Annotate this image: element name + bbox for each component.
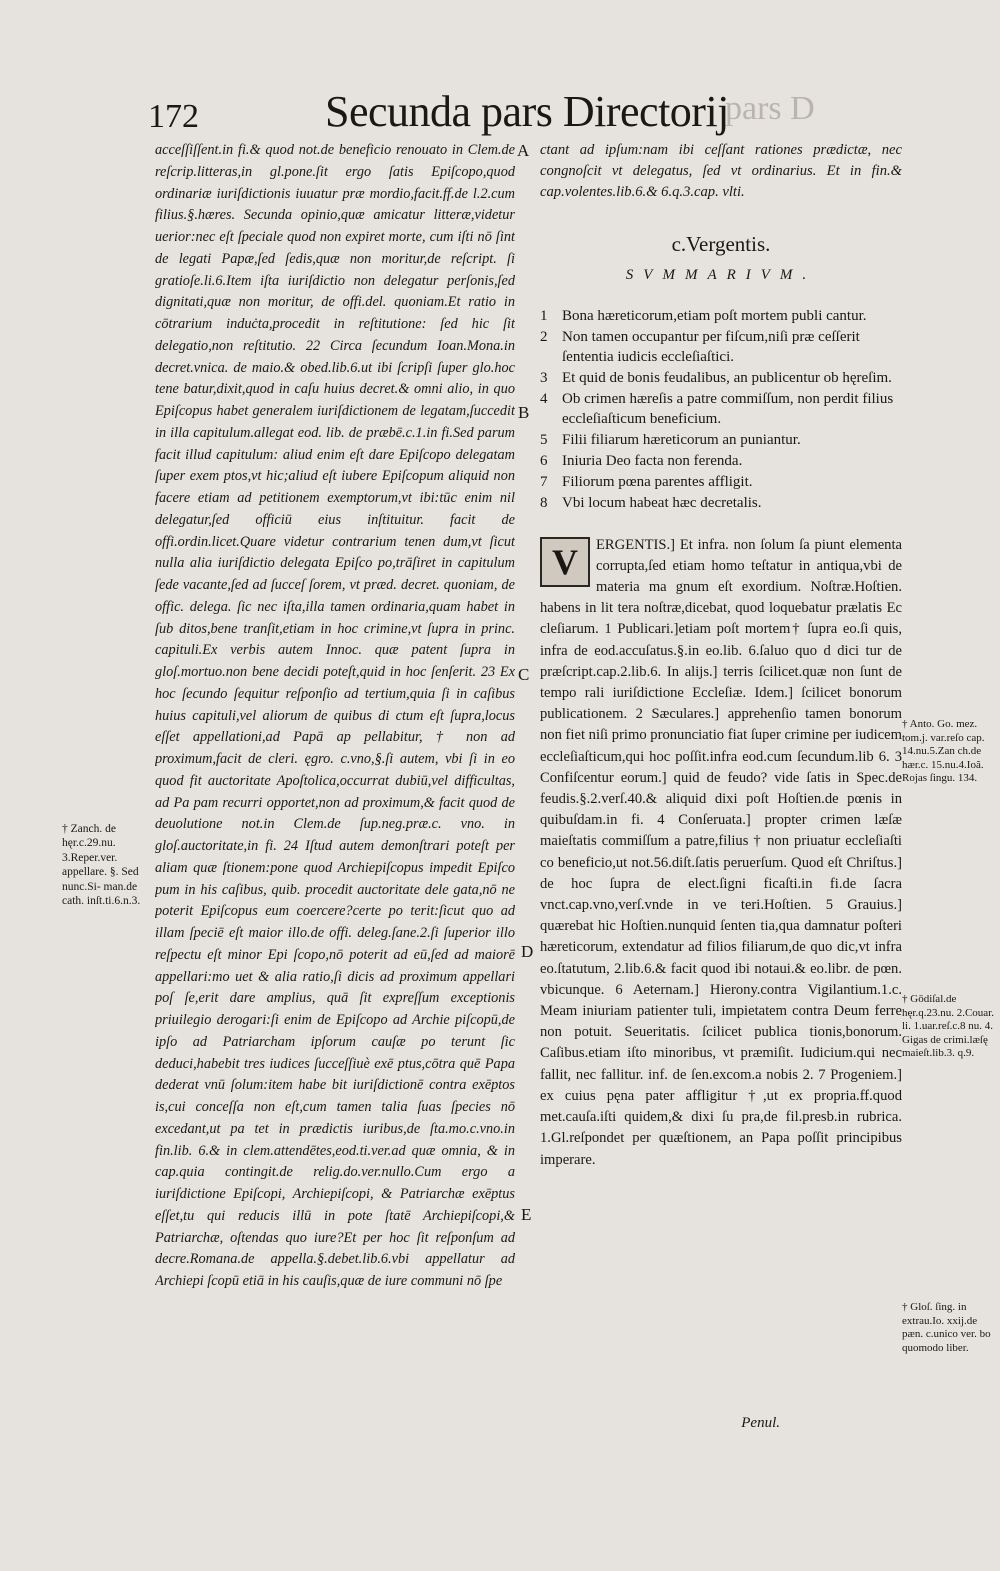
summarium-item [540,430,902,450]
right-margin-note-1: † Anto. Go. mez. tom.j. var.reſo cap. 14.nu.5.Zan ch.de hær.c. 15.nu.4.Ioã. Rojas ſingu. 134. [902,718,985,784]
bleed-through-text: pars D [725,90,815,127]
right-text-column [540,140,902,1440]
left-margin-note: † Zanch. de hęr.c.29.nu. 3.Reper.ver. appellare. §. Sed nunc.Si- man.de cath. inſt.ti.6.n.3. [62,823,141,908]
right-margin-note-3: † Gloſ. ſing. in extrau.Io. xxij.de pæn. c.unico ver. bo quomodo liber. [902,1301,991,1354]
summarium-item-number: 2 [540,328,548,345]
summarium-item [540,389,902,429]
summarium-item [540,493,902,513]
page-number: 172 [148,98,199,135]
summarium-item-text: Ob crimen hæreſis a patre commiſſum, non perdit filius eccleſiaſticum beneficium. [562,390,894,427]
decorated-initial-v: V [540,537,590,587]
margin-letter-b: B [518,403,530,422]
summarium-item-text: Bona hæreticorum,etiam poſt mortem publi cantur. [562,307,867,324]
right-column-top-text: ctant ad ipſum:nam ibi ceſſant rationes prædictæ, nec congnoſcit vt delegatus, ſed vt ordinarius. Et in fin.& cap.volentes.lib.6.& 6.q.3.cap. vlti. [540,142,902,201]
summarium-item-number: 3 [540,369,548,386]
right-column-body: ERGENTIS.] Et infra. non ſolum ſa piunt elementa corrupta,ſed etiam homo teſtatur in antiqua,vbi de materia ma gnum eſt exordium. Noſtræ.Hoſtien. habens in lit tera noſtræ,dicebat, quod loquebatur prælatis Ec cleſiarum. 1 Publicari.]etiam poſt mortem† ſupra eo.ſi quis, infra de eod.accuſatus.§.in eo.lib. 6.ſaluo quo d dici tur de præſcript.cap.2.lib.6. In alijs.] terris ſcilicet.quæ non ſunt de tempo rali iuriſdictione Eccleſiæ. Idem.] ſcilicet bonorum publicationem. 2 Sæculares.] apprehenſio tamen bonorum non fiet niſi primo pronunciatio fiat ſuper crimine per iudicem eccleſiaſticum,qui hoc poſſit.infra eod.cum ſecundum.lib 6. 3 Confiſcentur eorum.] quid de feudo? vide ſatis in Spec.de feudis.§.2.verſ.40.& aliquid dixi poſt Hoſtien.de pœnis in quibuſdam.in fi. 4 Conſeruata.] propter crimen læſæ maieſtatis commiſſum a patre,filius † non priuatur eccleſiaſti co beneficio,ut not.56.diſt.ſatis peruerſum. Quod eſt Chriſtus.] de hoc ſupra de elect.ſigni ficaſti.in fi.de ſacra vnct.cap.vno,verſ.vnde in ve teri.Hoſtien. 5 Grauius.] quærebat hic Hoſtien.nunquid ſenten tia,qua damnatur poſteri hæreticorum, extendatur ad filios filiarum,de quo dic,vt infra eo.ſtatutum, 2.lib.6.& facit quod ibi notaui.& eo.libr. de pœn. vbicunque. 6 Aeternam.] Hierony.contra Vigilantium.1.c. Meam iniuriam patienter tuli, impietatem contra Deum ferre non potuit. Seueritatis. ſcilicet publica tionis,bonorum. Caſibus.etiam iſto minoribus, vt præmiſit. Iudicium.qui nec fallit, nec fallitur. inf. de ſen.excom.a nobis 2. 7 Progeniem.] ex cuius pęna pater affligitur †,ut ex propria.ff.quod met.cauſa.iſti quidem,& dixi ſu pra,de fil.presb.in rubrica. 1.Gl.reſpondet per quæſtionem, an Papa poſſit principibus imperare. [540,536,902,1168]
margin-letter-a: A [517,141,530,160]
margin-letter-e: E [521,1205,532,1224]
summarium-item [540,306,902,326]
summarium-item-number: 6 [540,452,548,469]
summarium-item-text: Non tamen occupantur per fiſcum,niſi præ ceſſerit ſententia iudicis eccleſiaſtici. [562,328,860,365]
summarium-item [540,327,902,367]
summarium-item-number: 7 [540,473,548,490]
summarium-label: SVMMARIVM. [625,266,817,283]
summarium-item-number: 1 [540,307,548,324]
section-title: c.Vergentis. [671,231,771,256]
summarium-item-number: 5 [540,431,548,448]
summarium-item [540,368,902,388]
margin-letter-d: D [521,942,534,961]
catchword: Penul. [741,1415,780,1431]
summarium-item-number: 4 [540,390,548,407]
summarium-item-text: Vbi locum habeat hæc decretalis. [562,494,762,511]
summarium-item [540,451,902,471]
summarium-item-text: Et quid de bonis feudalibus, an publicentur ob hęreſim. [562,369,892,386]
left-text-column [155,140,515,1435]
running-title: Secunda pars Directorij [325,87,729,136]
summarium-list [540,306,902,513]
summarium-item [540,472,902,492]
summarium-item-text: Iniuria Deo facta non ferenda. [562,452,743,469]
left-column-text: acceſſiſſent.in fi.& quod not.de beneficio renouato in Clem.de reſcrip.litteras,in gl.pone.ſit ergo ſatis Epiſcopo,quod ordinariæ iuriſdictionis iuuatur præ mordio,facit.ff.de l.2.cum filius.§.hæres. Secunda opinio,quæ amicatur litteræ,videtur uerior:nec eſt ſpeciale quod non expiret morte, cum iſti nō ſint de legati Papæ,ſed ſedis,quæ non moritur,de reſcript. ſi gratioſe.li.6.Item iſta iuriſdictio non delegatur perſonis,ſed dignitati,quæ non moritur, de offi.del. quoniam.Et ratio in cōtrarium induċta,procedit in reſtitutione: ſed hic ſit delegatio,non reſtitutio. 22 Circa ſecundum Ioan.Mona.in decret.vnica. de maio.& obed.lib.6.ut ibi ſcripſi ſuper glo.hoc tene batur,dixit,quod in caſu huius decret.& omni alio, in quo Epiſcopus habet generalem iuriſdictionem de legatam,ſuccedit in illa capitulum.allegat eod. lib. de præbē.c.1.in fi.Sed parum facit illud capitulum: aliud enim eſt dare Epiſcopo delegatam ſuper exem ptos,vt hic;aliud eſt iubere Epiſcopum aliquid non facere etiam ad petitionem exemptorum,vt ibi:tūc enim nil delegatur,ſed officiū eius inſtituitur. facit de offi.ordin.licet.Quare videtur contrarium tenen dum,vt ſicut nulla alia iuriſdictio delegata Epiſco po,trāſiret in capitulum ſede vacante,ſed ad ſucceſ ſorem, vt præd. decret. quoniam, de offic. delega. ſic nec iſta,illa tamen ordinaria,quam habet in ſub ditos,bene tranſit,etiam in hoc crimine,vt ſupra in princ. capituli.Ex verbis autem Innoc. quæ patent ſupra in gloſ.mortuo.non bene decidi poteſt,quid in hoc ſenſerit. 23 Ex hoc ſecundo ſequitur reſponſio ad tertium,quia ſi in caſibus huius capituli,vel aliorum de quibus di ctum eſt ſupra,locus eſſet appellationi,ad Papā ap pellabitur, † non ad proximum,facit de cleri. ęgro. c.vno,§.ſi autem, vbi ſi in eo quod fit auctoritate Apoſtolica,occurrat dubiū,vel difficultas, ad Pa pam recurri opportet,non ad proximum,& facit quod de deuolutione not.in Clem.de ſup.neg.præ.c. vno. in gloſ.auctoritate,in fi. 24 Iſtud autem demonſtrari poteſt per aliam quæ ſtionem:pone quod Archiepiſcopus impedit Epiſco pum in his caſibus, quib. procedit auctoritate dele gata,nō ne poterit Epiſcopus eum coercere?certe po terit:ſicut quo ad illam ſpeciē eſt maior illo.de offi. deleg.ſane.2.ſi ſuperior illo reſpectu eſt minor Epi ſcopo,nō poterit ad eū,ſed ad maiorē appellari:mo uet & alia ratio,ſi dicis ad proximum appellari poſ ſe,erit dare amplius, quā ſit expreſſum exceptionis priuilegio derogari:ſi enim de Epiſcopo ad Archie piſcopū,de ipſo ad Patriarcham ipſorum cauſæ po terunt ſic deduci,habebit tres iudices ſucceſſiuè exē ptus,cōtra quē Papa dederat vnū ſolum:item habe bit iuriſdictionē contra exēptos is,cui conceſſa non eſt,cum tamen talia ſuas ſpecies nō excedant,ut pa tet in prædictis iuribus,de ſta.mo.c.vno.in fin.lib. 6.& in clem.attendētes,eod.ti.ver.ad quæ omnia, & in cap.quia contingit.de relig.do.ver.nullo.Cum ergo a iuriſdictione Epiſcopi, Archiepiſcopi, & Patriarchæ exēptus eſſet,tu qui reducis illū in pote ſtatē Archiepiſcopi,& Patriarchæ, oſtendas quo iure?Et per hoc ſit reſponſum ad decre.Romana.de appella.§.debet.lib.6.vbi appellatur ad Archiepi ſcopū etiā in his cauſis,quæ de iure communi nō ſpe [155,142,515,1289]
summarium-item-number: 8 [540,494,548,511]
summarium-item-text: Filiorum pœna parentes affligit. [562,473,753,490]
summarium-item-text: Filii filiarum hæreticorum an puniantur. [562,431,801,448]
right-margin-note-2: † Gōdiſal.de hęr.q.23.nu. 2.Couar. li. 1.uar.reſ.c.8 nu. 4. Gigas de crimi.læſę maieſt.lib.3. q.9. [902,993,994,1059]
margin-letter-c: C [518,665,530,684]
commentary-section [540,535,902,1171]
